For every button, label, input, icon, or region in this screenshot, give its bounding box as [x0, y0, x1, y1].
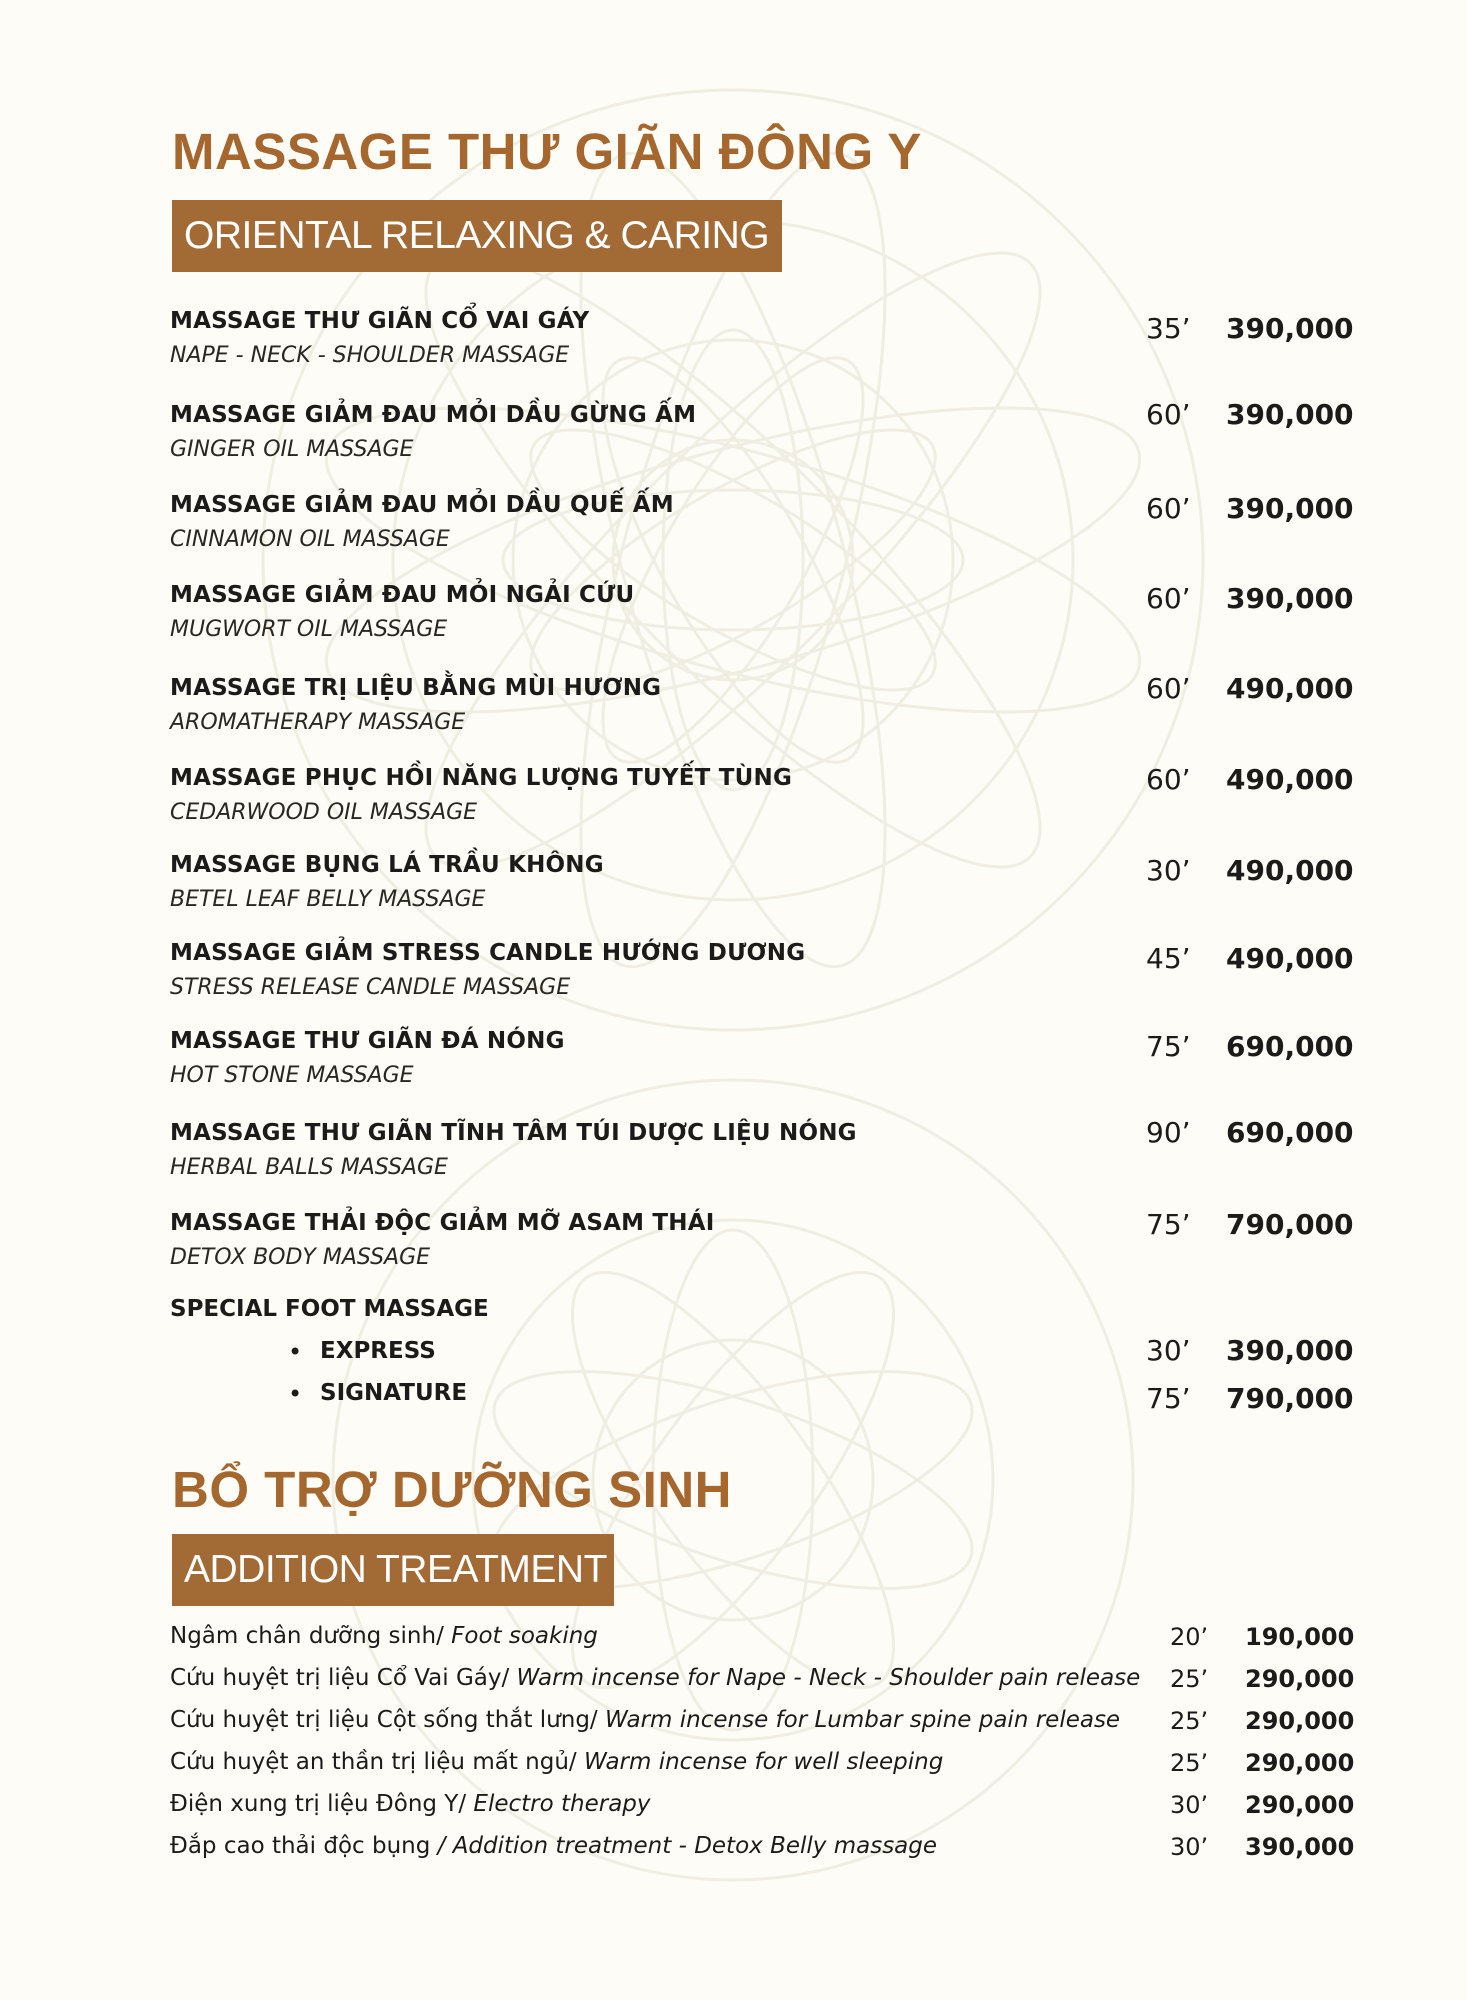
- item-duration: 60’: [1146, 492, 1191, 525]
- bullet-icon: •: [288, 1338, 303, 1366]
- addition-item: [170, 1665, 1355, 1701]
- addition-price: 290,000: [1245, 1749, 1355, 1777]
- addition-duration: 30’: [1170, 1791, 1209, 1819]
- item-price: 490,000: [1226, 854, 1354, 887]
- menu-item: [170, 1116, 1354, 1180]
- addition-duration: 25’: [1170, 1749, 1209, 1777]
- item-price: 690,000: [1226, 1030, 1354, 1063]
- item-name-vn: MASSAGE GIẢM ĐAU MỎI DẦU GỪNG ẤM: [170, 402, 697, 428]
- item-name-vn: MASSAGE TRỊ LIỆU BẰNG MÙI HƯƠNG: [170, 675, 662, 701]
- addition-duration: 20’: [1170, 1623, 1209, 1651]
- item-name-en: STRESS RELEASE CANDLE MASSAGE: [170, 975, 571, 1000]
- addition-item: [170, 1707, 1355, 1743]
- addition-duration: 25’: [1170, 1707, 1209, 1735]
- item-duration: 35’: [1146, 312, 1191, 345]
- item-name-en: CINNAMON OIL MASSAGE: [170, 527, 450, 552]
- item-name-vn: MASSAGE THƯ GIÃN ĐÁ NÓNG: [170, 1028, 565, 1054]
- option-price: 790,000: [1226, 1382, 1354, 1415]
- item-name-vn: MASSAGE GIẢM ĐAU MỎI DẦU QUẾ ẤM: [170, 492, 674, 518]
- bullet-icon: •: [288, 1380, 303, 1408]
- section-banner-addition: ADDITION TREATMENT: [172, 1534, 614, 1606]
- item-price: 390,000: [1226, 398, 1354, 431]
- addition-price: 290,000: [1245, 1707, 1355, 1735]
- menu-item: [170, 852, 1354, 912]
- option-price: 390,000: [1226, 1334, 1354, 1367]
- item-name-vn: MASSAGE THẢI ĐỘC GIẢM MỠ ASAM THÁI: [170, 1210, 715, 1236]
- item-name-en: MUGWORT OIL MASSAGE: [170, 617, 448, 642]
- item-price: 490,000: [1226, 672, 1354, 705]
- addition-duration: 25’: [1170, 1665, 1209, 1693]
- item-name-vn: MASSAGE PHỤC HỒI NĂNG LƯỢNG TUYẾT TÙNG: [170, 765, 793, 791]
- section-title-addition: BỔ TRỢ DƯỠNG SINH: [172, 1461, 732, 1518]
- foot-option: [288, 1334, 1354, 1374]
- addition-item: [170, 1833, 1355, 1869]
- item-name-vn: MASSAGE THƯ GIÃN TĨNH TÂM TÚI DƯỢC LIỆU NÓNG: [170, 1120, 857, 1146]
- addition-price: 290,000: [1245, 1665, 1355, 1693]
- item-name-vn: MASSAGE THƯ GIÃN CỔ VAI GÁY: [170, 308, 590, 334]
- item-duration: 75’: [1146, 1030, 1191, 1063]
- addition-item-text: Đắp cao thải độc bụng / Addition treatment - Detox Belly massage: [170, 1833, 938, 1859]
- addition-duration: 30’: [1170, 1833, 1209, 1861]
- item-price: 790,000: [1226, 1208, 1354, 1241]
- item-duration: 90’: [1146, 1116, 1191, 1149]
- menu-item: [170, 940, 1354, 1000]
- special-foot-massage-heading: SPECIAL FOOT MASSAGE: [170, 1296, 489, 1322]
- item-name-en: NAPE - NECK - SHOULDER MASSAGE: [170, 343, 570, 368]
- menu-item: [170, 308, 1354, 368]
- item-duration: 75’: [1146, 1208, 1191, 1241]
- item-price: 490,000: [1226, 763, 1354, 796]
- item-name-vn: MASSAGE GIẢM ĐAU MỎI NGẢI CỨU: [170, 582, 635, 608]
- addition-price: 390,000: [1245, 1833, 1355, 1861]
- menu-item: [170, 582, 1354, 642]
- addition-item-text: Cứu huyệt trị liệu Cột sống thắt lưng/ Warm incense for Lumbar spine pain release: [170, 1707, 1121, 1733]
- item-name-en: CEDARWOOD OIL MASSAGE: [170, 800, 478, 825]
- addition-item: [170, 1749, 1355, 1785]
- item-price: 690,000: [1226, 1116, 1354, 1149]
- option-duration: 30’: [1146, 1334, 1191, 1367]
- addition-item-text: Ngâm chân dưỡng sinh/ Foot soaking: [170, 1623, 598, 1649]
- item-name-en: GINGER OIL MASSAGE: [170, 437, 414, 462]
- menu-item: [170, 763, 1354, 825]
- item-price: 490,000: [1226, 942, 1354, 975]
- item-name-en: HERBAL BALLS MASSAGE: [170, 1155, 448, 1180]
- item-duration: 60’: [1146, 582, 1191, 615]
- item-duration: 60’: [1146, 672, 1191, 705]
- item-duration: 30’: [1146, 854, 1191, 887]
- addition-item-text: Cứu huyệt trị liệu Cổ Vai Gáy/ Warm incense for Nape - Neck - Shoulder pain release: [170, 1665, 1141, 1691]
- addition-item-text: Cứu huyệt an thần trị liệu mất ngủ/ Warm incense for well sleeping: [170, 1749, 944, 1775]
- section-title-oriental: MASSAGE THƯ GIÃN ĐÔNG Y: [172, 123, 922, 180]
- menu-item: [170, 492, 1354, 552]
- item-duration: 60’: [1146, 398, 1191, 431]
- item-duration: 45’: [1146, 942, 1191, 975]
- addition-price: 190,000: [1245, 1623, 1355, 1651]
- item-duration: 60’: [1146, 763, 1191, 796]
- addition-price: 290,000: [1245, 1791, 1355, 1819]
- item-name-vn: MASSAGE BỤNG LÁ TRẦU KHÔNG: [170, 852, 604, 878]
- option-name: SIGNATURE: [320, 1380, 468, 1406]
- item-price: 390,000: [1226, 492, 1354, 525]
- item-name-vn: MASSAGE GIẢM STRESS CANDLE HƯỚNG DƯƠNG: [170, 940, 806, 966]
- menu-item: [170, 1028, 1354, 1088]
- item-name-en: BETEL LEAF BELLY MASSAGE: [170, 887, 486, 912]
- item-name-en: DETOX BODY MASSAGE: [170, 1245, 431, 1270]
- addition-item-text: Điện xung trị liệu Đông Y/ Electro therapy: [170, 1791, 651, 1817]
- menu-item: [170, 398, 1354, 462]
- menu-item: [170, 672, 1354, 735]
- menu-item: [170, 1208, 1354, 1270]
- item-name-en: HOT STONE MASSAGE: [170, 1063, 414, 1088]
- section-banner-oriental: ORIENTAL RELAXING & CARING: [172, 200, 782, 272]
- item-price: 390,000: [1226, 582, 1354, 615]
- addition-item: [170, 1791, 1355, 1827]
- item-name-en: AROMATHERAPY MASSAGE: [170, 710, 466, 735]
- option-name: EXPRESS: [320, 1338, 436, 1364]
- addition-item: [170, 1623, 1355, 1659]
- item-price: 390,000: [1226, 312, 1354, 345]
- option-duration: 75’: [1146, 1382, 1191, 1415]
- foot-option: [288, 1380, 1354, 1416]
